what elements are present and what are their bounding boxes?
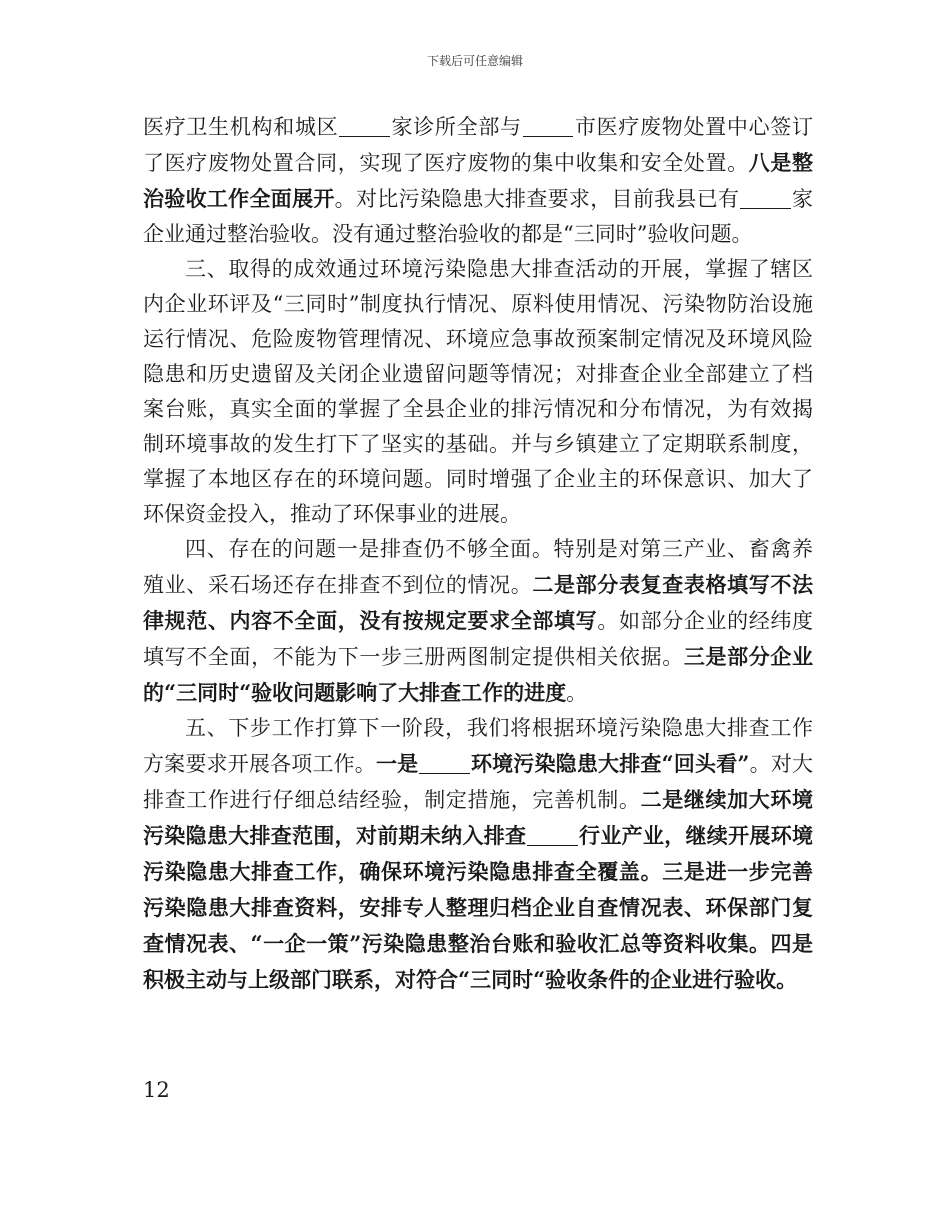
document-body [143, 110, 813, 998]
bold-text-run: 八是整治验收工作全面展开 [143, 150, 814, 211]
text-run: 五、下步工作打算下一阶段，我们将根据环境污染隐患大排查工作方案要求开展各项工作。 [143, 716, 813, 776]
paragraph [143, 252, 813, 532]
text-run: 。如部分企业的经纬度填写不全面，不能为下一步三册两图制定提供相关依据。 [143, 609, 814, 669]
bold-text-run: 环境污染隐患大排查“回头看” [470, 751, 750, 776]
text-run: 三、取得的成效通过环境污染隐患大排查活动的开展，掌握了辖区内企业环评及“三同时”制度执行情况、原料使用情况、污染物防治设施运行情况、危险废物管理情况、环境应急事故预案制定情况及环境风险隐患和历史遗留及关闭企业遗留问题等情况；对排查企业全部建立了档案台账，真实全面的掌握了全县企业的排污情况和分布情况，为有效揭制环境事故的发生打下了坚实的基础。并与乡镇建立了定期联系制度，掌握了本地区存在的环境问题。同时增强了企业主的环保意识、加大了环保资金投入，推动了环保事业的进展。 [143, 257, 813, 526]
fill-in-blank [419, 752, 469, 774]
text-run: 医疗卫生机构和城区 [143, 115, 339, 139]
paragraph [143, 532, 813, 711]
bold-text-run: 二是继续加大环境污染隐患大排查范围，对前期未纳入排查 [143, 787, 814, 848]
fill-in-blank [740, 187, 790, 209]
page-header: 下载后可任意编辑 [426, 54, 523, 68]
bold-text-run: 一是 [376, 751, 419, 776]
text-run: 家诊所全部与 [390, 115, 522, 139]
bold-text-run: 行业产业，继续开展环境污染隐患大排查工作，确保环境污染隐患排查全覆盖。三是进一步完善污染隐患大排查资料，安排专人整理归档企业自查情况表、环保部门复查情况表、“一企一策”污染隐患整治台账和验收汇总等资料收集。四是积极主动与上级部门联系，对符合“三同时“验收条件的企业进行验收。 [143, 823, 813, 992]
text-run: 。对比污染隐患大排查要求，目前我县已有 [334, 187, 740, 211]
text-run: 家企业通过整治验收。没有通过整治验收的都是“三同时”验收问题。 [143, 187, 813, 246]
bold-text-run: 三是部分企业的“三同时“验收问题影响了大排查工作的进度 [143, 644, 814, 705]
text-run: 。对大排查工作进行仔细总结经验，制定措施，完善机制。 [143, 752, 814, 812]
text-run: 市医疗废物处置中心签订了医疗废物处置合同，实现了医疗废物的集中收集和安全处置。 [143, 115, 814, 175]
fill-in-blank [339, 115, 389, 137]
paragraph [143, 110, 813, 252]
text-run: 四、存在的问题一是排查仍不够全面。特别是对第三产业、畜禽养殖业、采石场还存在排查不到位的情况。 [143, 537, 813, 597]
bold-text-run: 二是部分表复查表格填写不法律规范、内容不全面，没有按规定要求全部填写 [143, 572, 814, 633]
fill-in-blank [527, 824, 577, 846]
page-number: 12 [143, 1078, 170, 1102]
fill-in-blank [523, 115, 573, 137]
paragraph [143, 711, 813, 998]
text-run: 。 [566, 681, 588, 705]
